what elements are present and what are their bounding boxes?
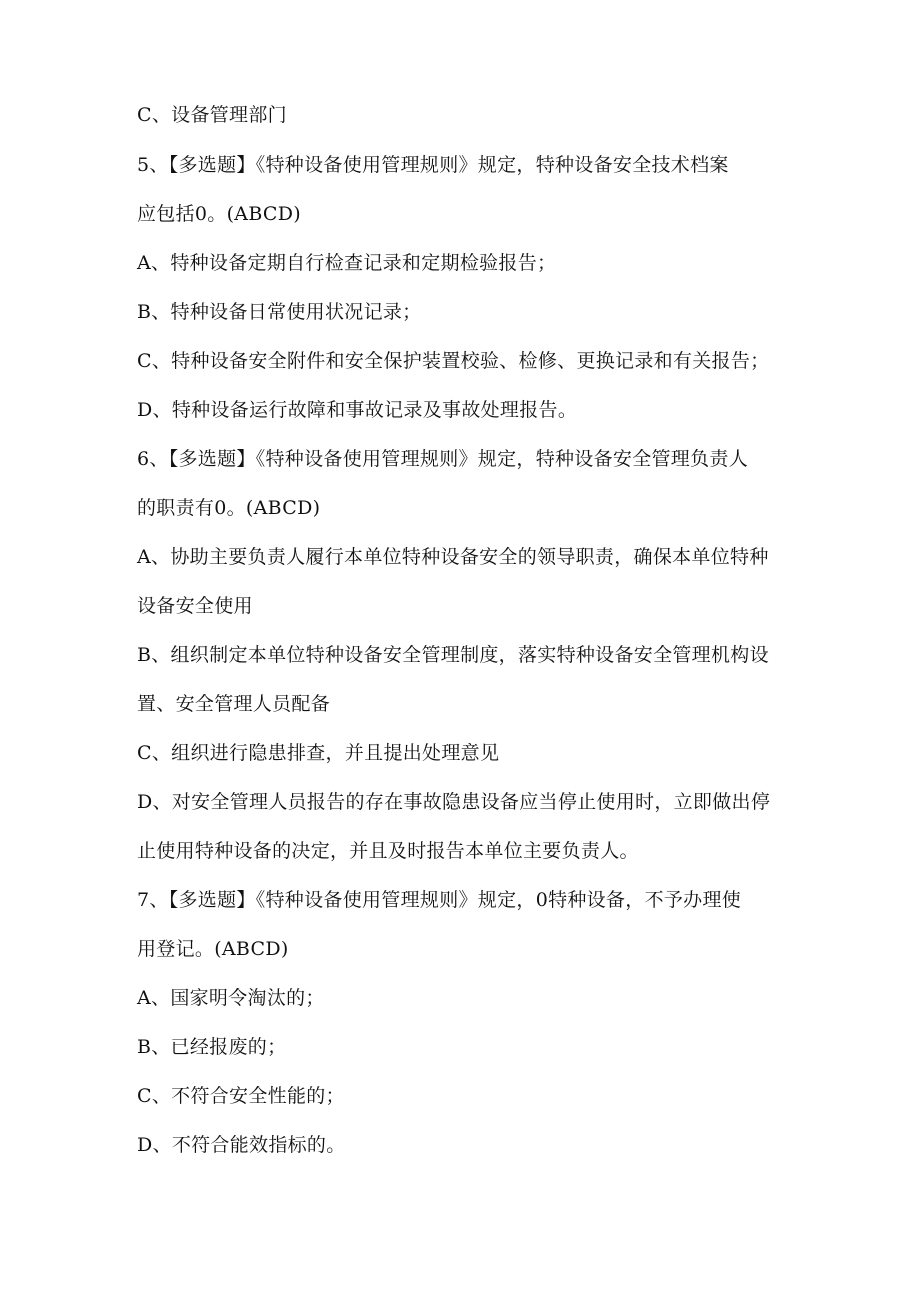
question-5-line-1: 5、【多选题】《特种设备使用管理规则》规定，特种设备安全技术档案 (137, 154, 729, 176)
q6-option-a-line-2: 设备安全使用 (137, 595, 253, 617)
q7-option-a: A、国家明令淘汰的； (137, 987, 325, 1009)
q6-option-a-line-1: A、协助主要负责人履行本单位特种设备安全的领导职责，确保本单位特种 (137, 546, 769, 568)
q6-option-b-line-1: B、组织制定本单位特种设备安全管理制度，落实特种设备安全管理机构设 (137, 644, 769, 666)
q7-option-d: D、不符合能效指标的。 (137, 1134, 346, 1156)
q5-option-c: C、特种设备安全附件和安全保护装置校验、检修、更换记录和有关报告； (137, 350, 770, 372)
option-c-line: C、设备管理部门 (137, 104, 287, 126)
question-6-line-2: 的职责有0。(ABCD) (137, 497, 321, 519)
question-6-line-1: 6、【多选题】《特种设备使用管理规则》规定，特种设备安全管理负责人 (137, 448, 748, 470)
q7-option-b: B、已经报废的； (137, 1036, 287, 1058)
q5-option-d: D、特种设备运行故障和事故记录及事故处理报告。 (137, 399, 578, 421)
question-5-line-2: 应包括0。(ABCD) (137, 203, 302, 225)
q6-option-c: C、组织进行隐患排查，并且提出处理意见 (137, 742, 500, 764)
q7-option-c: C、不符合安全性能的； (137, 1085, 345, 1107)
question-7-line-1: 7、【多选题】《特种设备使用管理规则》规定，0特种设备，不予办理使 (137, 889, 742, 911)
question-7-line-2: 用登记。(ABCD) (137, 938, 289, 960)
q6-option-d-line-2: 止使用特种设备的决定，并且及时报告本单位主要负责人。 (137, 840, 639, 862)
q6-option-b-line-2: 置、安全管理人员配备 (137, 693, 331, 715)
q6-option-d-line-1: D、对安全管理人员报告的存在事故隐患设备应当停止使用时，立即做出停 (137, 791, 771, 813)
q5-option-b: B、特种设备日常使用状况记录； (137, 301, 422, 323)
q5-option-a: A、特种设备定期自行检查记录和定期检验报告； (137, 252, 557, 274)
